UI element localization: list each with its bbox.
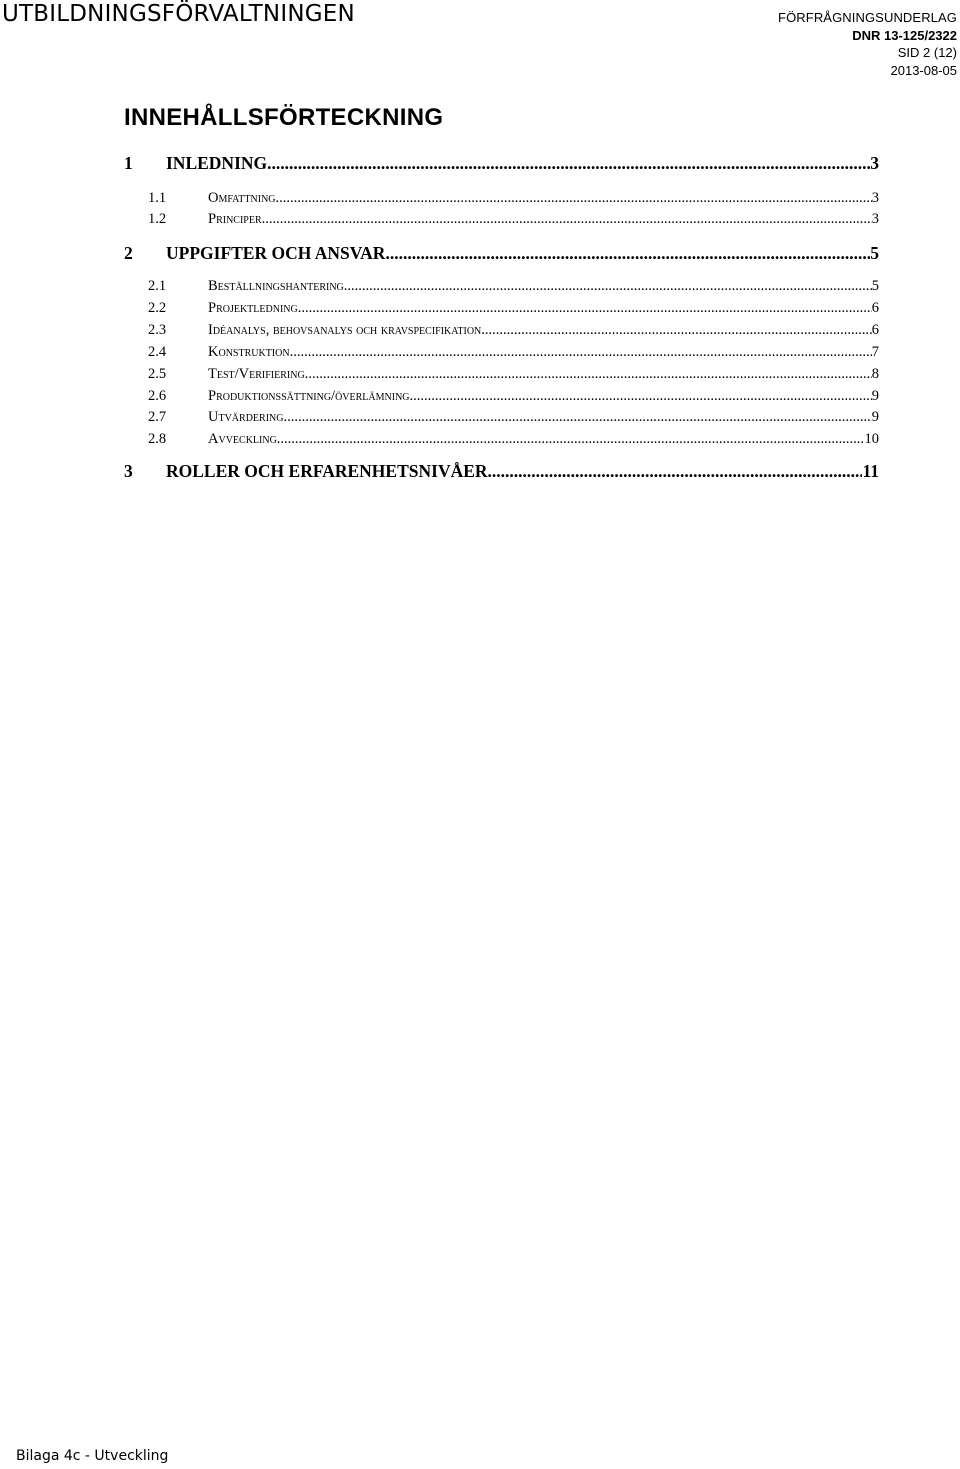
document-number: DNR 13-125/2322 (852, 27, 957, 43)
toc-title: INNEHÅLLSFÖRTECKNING (124, 104, 444, 131)
toc-number: 2.3 (148, 322, 167, 338)
toc-leader (267, 153, 870, 174)
toc-page-number: 5 (871, 278, 879, 294)
toc-entry-1[interactable] (124, 153, 879, 174)
toc-number: 1 (124, 153, 133, 173)
toc-entry-3[interactable] (124, 461, 879, 482)
toc-label: Avveckling (208, 431, 277, 447)
toc-number: 1.1 (148, 190, 167, 206)
document-type: FÖRFRÅGNINGSUNDERLAG (778, 10, 957, 25)
toc-entry-2-1[interactable] (124, 278, 879, 295)
document-meta (778, 9, 957, 79)
toc-entry-2-4[interactable] (124, 344, 879, 361)
toc-label: Projektledning (208, 300, 298, 316)
toc-label: Idéanalys, behovsanalys och kravspecifikation (208, 322, 482, 338)
toc-number: 2 (124, 243, 133, 263)
toc-leader (410, 388, 872, 405)
toc-leader (277, 431, 865, 448)
toc-page-number: 8 (871, 366, 879, 382)
toc-number: 2.6 (148, 388, 167, 404)
toc-leader (276, 190, 872, 207)
organization-name: UTBILDNINGSFÖRVALTNINGEN (2, 1, 355, 27)
toc-entry-1-1[interactable] (124, 190, 879, 207)
toc-page-number: 5 (870, 243, 879, 263)
toc-number: 2.4 (148, 344, 167, 360)
toc-leader (385, 243, 870, 264)
toc-page-number: 9 (871, 409, 879, 425)
toc-entry-2-8[interactable] (124, 431, 879, 448)
footer-text: Bilaga 4c - Utveckling (16, 1448, 169, 1464)
toc-number: 2.8 (148, 431, 167, 447)
toc-entry-1-2[interactable] (124, 211, 879, 228)
toc-leader (262, 211, 872, 228)
toc-entry-2-3[interactable] (124, 322, 879, 339)
toc-page-number: 3 (870, 153, 879, 173)
toc-page-number: 6 (871, 322, 879, 338)
toc-page-number: 10 (864, 431, 879, 447)
toc-label: Test/Verifiering (208, 366, 305, 382)
toc-label: Konstruktion (208, 344, 290, 360)
toc-entry-2[interactable] (124, 243, 879, 264)
toc-page-number: 3 (871, 211, 879, 227)
toc-leader (481, 322, 871, 339)
toc-entry-2-2[interactable] (124, 300, 879, 317)
toc-page-number: 3 (871, 190, 879, 206)
toc-label: Produktionssättning/överlämning (208, 388, 410, 404)
toc-leader (305, 366, 872, 383)
toc-page-number: 7 (871, 344, 879, 360)
toc-entry-2-5[interactable] (124, 366, 879, 383)
toc-label: Utvärdering (208, 409, 284, 425)
toc-label: Beställningshantering (208, 278, 344, 294)
toc-number: 2.2 (148, 300, 167, 316)
toc-number: 2.1 (148, 278, 167, 294)
toc-leader (298, 300, 872, 317)
toc-page-number: 6 (871, 300, 879, 316)
toc-entry-2-7[interactable] (124, 409, 879, 426)
toc-number: 3 (124, 461, 133, 481)
toc-number: 2.5 (148, 366, 167, 382)
toc-leader (344, 278, 872, 295)
toc-page-number: 9 (871, 388, 879, 404)
toc-page-number: 11 (862, 461, 879, 481)
toc-label: Principer (208, 211, 262, 227)
toc-number: 1.2 (148, 211, 167, 227)
toc-label: UPPGIFTER OCH ANSVAR (166, 243, 386, 263)
toc-entry-2-6[interactable] (124, 388, 879, 405)
toc-label: INLEDNING (166, 153, 268, 173)
page-indicator: SID 2 (12) (897, 45, 957, 60)
toc-label: Omfattning (208, 190, 276, 206)
toc-leader (283, 409, 871, 426)
toc-label: ROLLER OCH ERFARENHETSNIVÅER (166, 461, 488, 481)
toc-leader (290, 344, 872, 361)
document-date: 2013-08-05 (890, 62, 957, 78)
toc-number: 2.7 (148, 409, 167, 425)
toc-leader (488, 461, 863, 482)
